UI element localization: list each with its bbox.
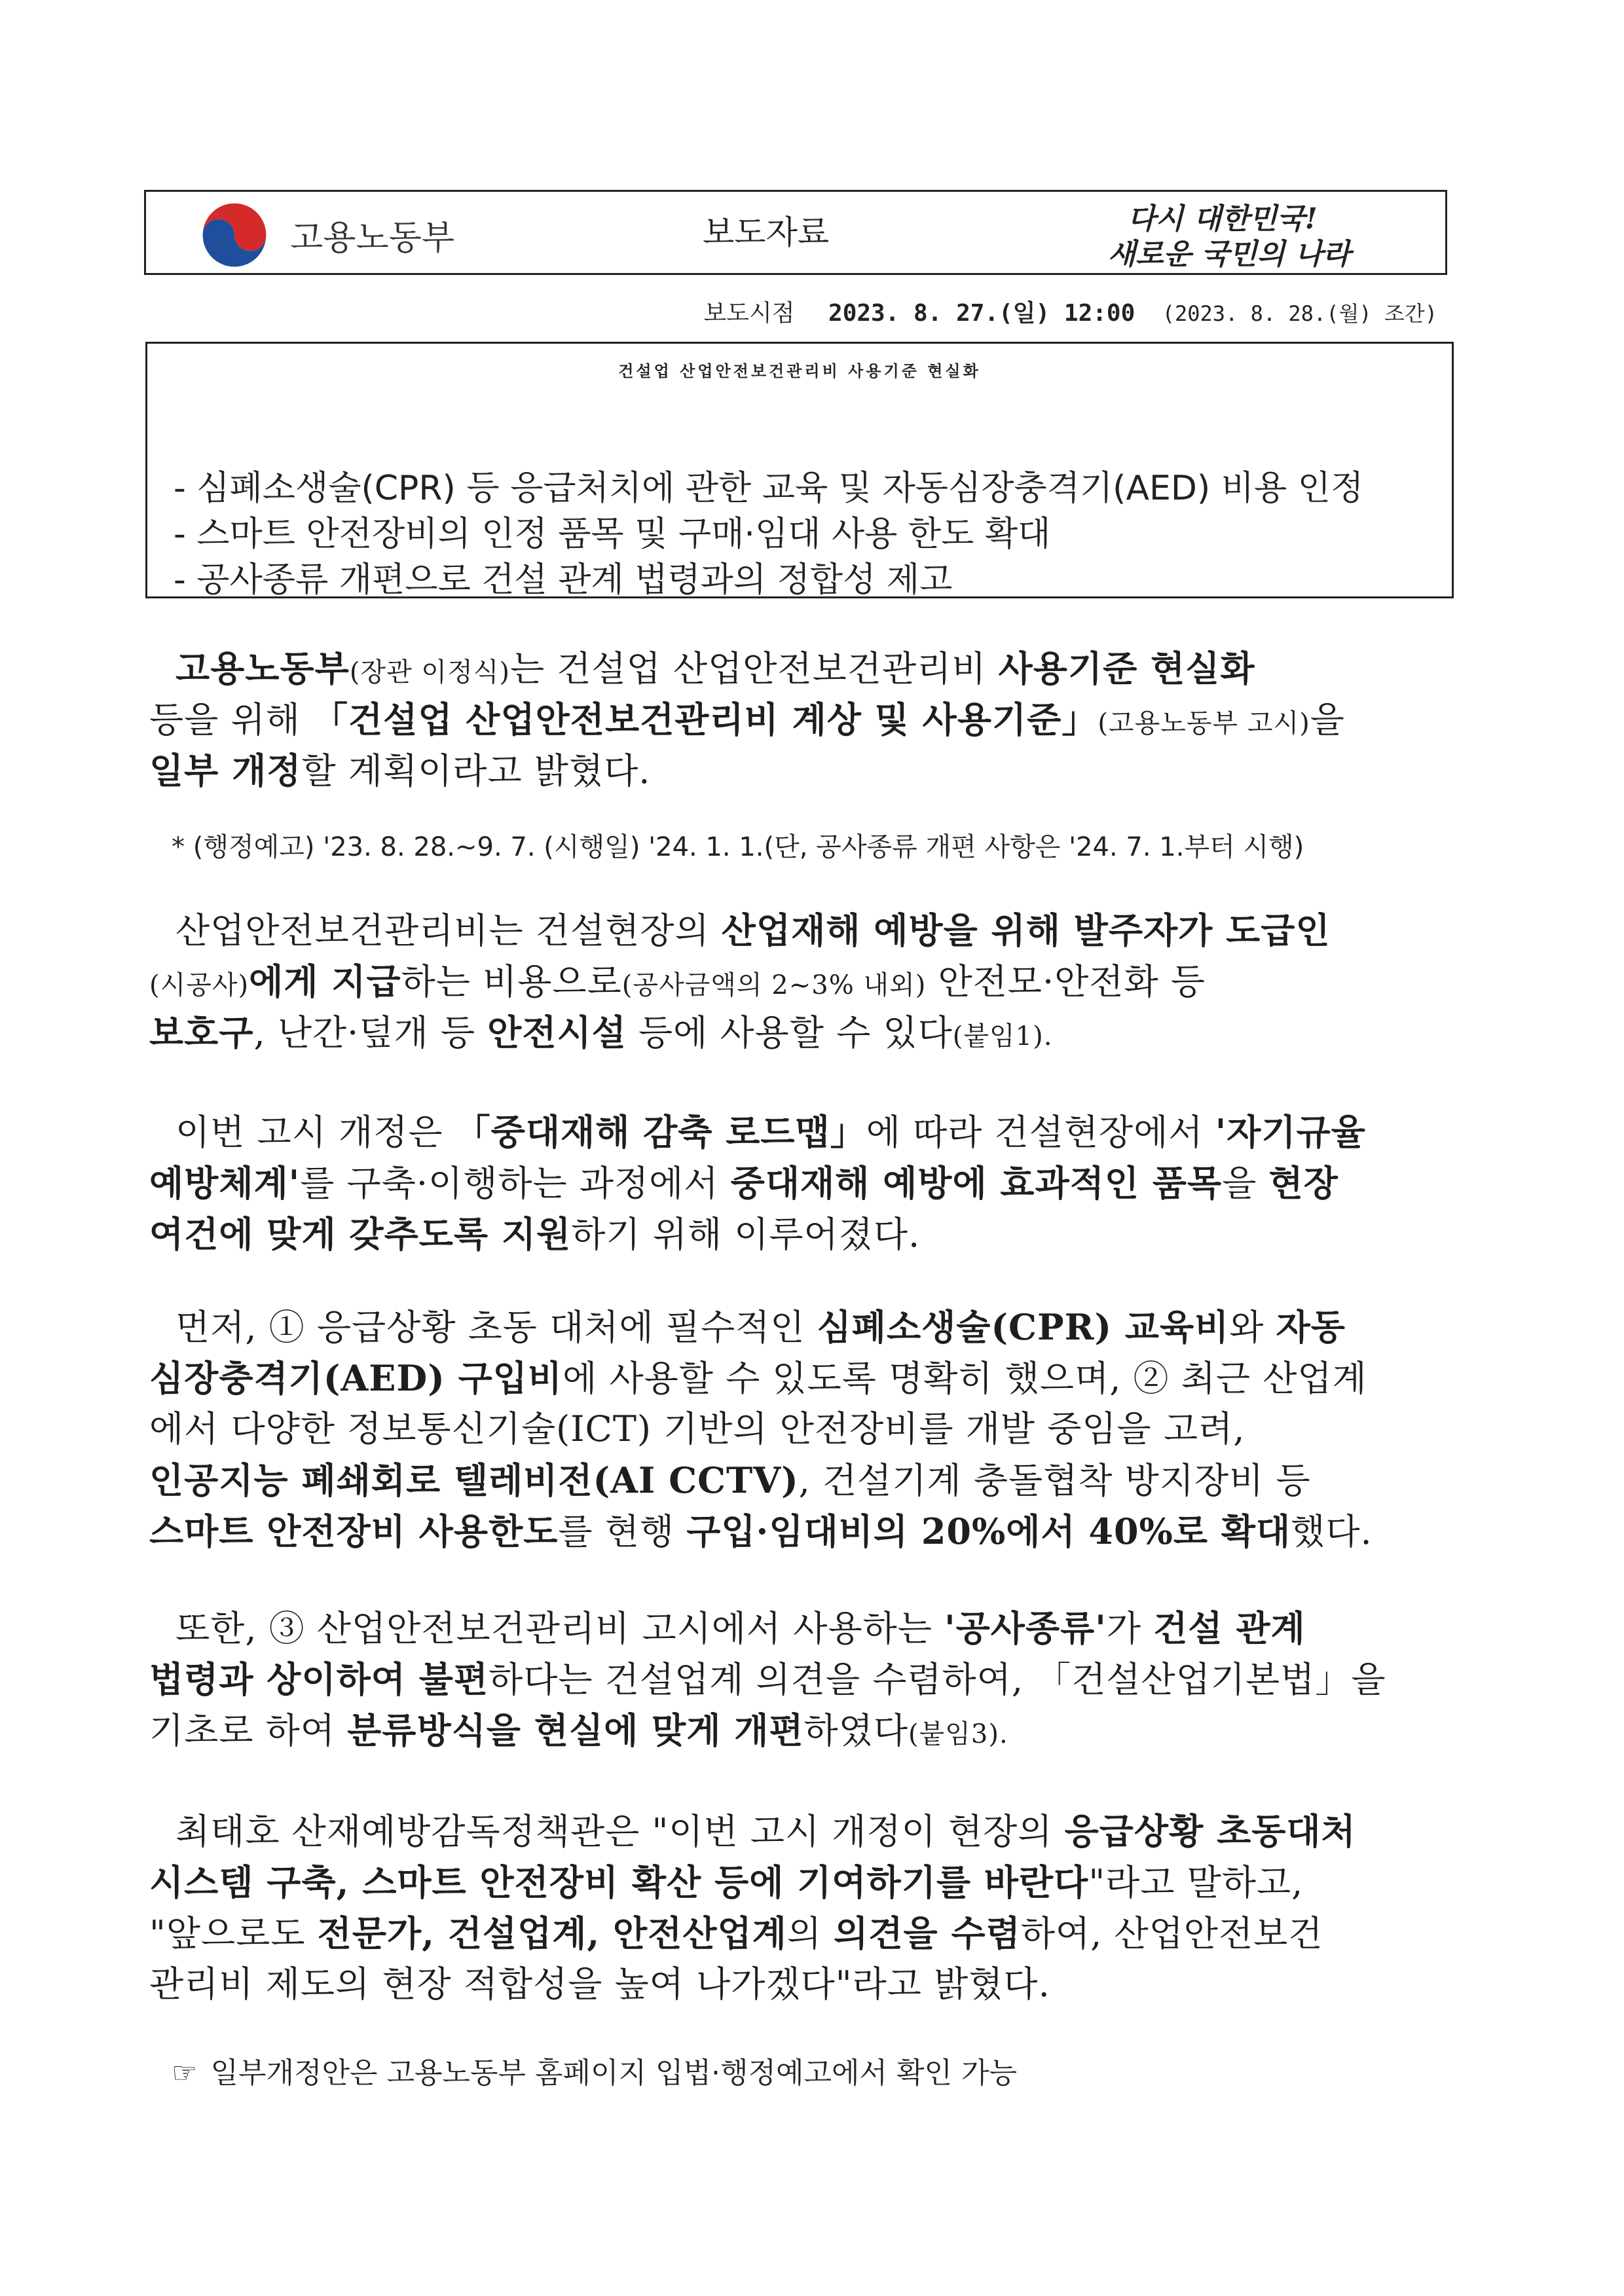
text-small: (붙임1). — [952, 1021, 1053, 1051]
text-bold: 인공지능 폐쇄회로 텔레비전(AI CCTV) — [149, 1459, 799, 1501]
text-bold: 예방체계' — [149, 1162, 301, 1204]
text: 에 사용할 수 있도록 명확히 했으며, ② 최근 산업계 — [563, 1358, 1367, 1399]
text: 기초로 하여 — [149, 1710, 348, 1751]
subtitle-1: - 심폐소생술(CPR) 등 응급처치에 관한 교육 및 자동심장충격기(AED) 비용 인정 — [174, 469, 1364, 508]
text-bold: 「중대재해 감축 로드맵」 — [454, 1111, 866, 1153]
text-bold: '공사종류' — [944, 1607, 1107, 1649]
text-small: (시공사) — [149, 970, 249, 1000]
text-bold: 안전시설 — [487, 1011, 627, 1053]
text: 의 — [786, 1913, 834, 1954]
headline-title: 건설업 산업안전보건관리비 사용기준 현실화 — [618, 362, 981, 380]
text-bold: 법령과 상이하여 불편 — [149, 1658, 489, 1700]
text: 안전모·안전화 등 — [926, 961, 1206, 1002]
text: 이번 고시 개정은 — [175, 1112, 455, 1153]
text-bold: 심장충격기(AED) 구입비 — [149, 1357, 563, 1399]
text: 할 계획이라고 밝혔다. — [301, 750, 651, 792]
text-bold: 에게 지급 — [249, 960, 401, 1002]
text: 는 건설업 산업안전보건관리비 — [509, 648, 999, 689]
paragraph-3 — [149, 1106, 1459, 1260]
text: 하여, 산업안전보건 — [1020, 1913, 1323, 1954]
text-bold: 사용기준 현실화 — [998, 647, 1255, 689]
slogan-handwriting — [1039, 196, 1406, 273]
press-release-header — [144, 190, 1447, 275]
text-bold: 구입·임대비의 20%에서 40%로 확대 — [686, 1510, 1291, 1552]
text-bold: '자기규율 — [1215, 1111, 1366, 1153]
text: 등에 사용할 수 있다 — [626, 1012, 953, 1053]
text: 관리비 제도의 현장 적합성을 높여 나가겠다"라고 밝혔다. — [149, 1963, 1050, 2005]
text-bold: 산업재해 예방을 위해 발주자가 도급인 — [721, 909, 1331, 951]
svg-text:다시 대한민국!: 다시 대한민국! — [1128, 202, 1318, 236]
text-bold: 응급상황 초동대처 — [1064, 1810, 1356, 1852]
text-bold: 시스템 구축, 스마트 안전장비 확산 등에 기여하기를 바란다 — [149, 1861, 1089, 1903]
text-bold: 심폐소생술(CPR) 교육비 — [817, 1306, 1230, 1348]
ministry-logo — [198, 204, 454, 266]
text-small: (붙임3). — [908, 1719, 1008, 1749]
text-bold: 분류방식을 현실에 맞게 개편 — [347, 1709, 804, 1751]
text: "라고 말하고, — [1088, 1862, 1304, 1903]
headline-box — [145, 342, 1454, 598]
release-time — [703, 295, 1437, 328]
paragraph-1 — [149, 643, 1459, 796]
subtitle-3: - 공사종류 개편으로 건설 관계 법령과의 정합성 제고 — [174, 560, 953, 600]
taegeuk-logo-icon — [198, 199, 270, 271]
text: 와 — [1229, 1307, 1276, 1348]
text: 하다는 건설업계 의견을 수렴하여, 「건설산업기본법」을 — [489, 1659, 1386, 1700]
release-time-date: 2023. 8. 27.(일) 12:00 — [828, 300, 1135, 327]
text-bold: 자동 — [1276, 1306, 1346, 1348]
text-bold: 고용노동부 — [175, 647, 350, 689]
text: 하기 위해 이루어졌다. — [571, 1214, 921, 1255]
paragraph-4 — [149, 1302, 1459, 1557]
text-bold: 전문가, 건설업계, 안전산업계 — [317, 1912, 787, 1954]
text-bold: 여건에 맞게 갖추도록 지원 — [149, 1213, 572, 1255]
pointer-note-text: 일부개정안은 고용노동부 홈페이지 입법·행정예고에서 확인 가능 — [210, 2056, 1017, 2090]
release-time-label: 보도시점 — [703, 300, 795, 327]
text: 에서 다양한 정보통신기술(ICT) 기반의 안전장비를 개발 중임을 고려, — [149, 1408, 1246, 1449]
text: "앞으로도 — [149, 1913, 318, 1954]
ministry-name: 고용노동부 — [290, 219, 455, 258]
text-bold: 스마트 안전장비 사용한도 — [149, 1510, 559, 1552]
subtitle-2: - 스마트 안전장비의 인정 품목 및 구매·임대 사용 한도 확대 — [174, 515, 1051, 554]
text: 를 구축·이행하는 과정에서 — [300, 1163, 731, 1204]
pointing-hand-icon: ☞ — [172, 2056, 198, 2090]
release-type-label: 보도자료 — [703, 213, 830, 251]
pointer-note — [172, 2049, 1017, 2091]
text: 하였다 — [803, 1710, 909, 1751]
svg-text:새로운 국민의 나라: 새로운 국민의 나라 — [1107, 238, 1351, 271]
release-time-paper: (2023. 8. 28.(월) 조간) — [1162, 301, 1437, 326]
text-bold: 보호구 — [149, 1011, 254, 1053]
text-bold: 「건설업 산업안전보건관리비 계상 및 사용기준」 — [312, 699, 1098, 740]
text: , 난간·덮개 등 — [253, 1012, 488, 1053]
text-bold: 일부 개정 — [149, 750, 302, 792]
text-bold: 중대재해 예방에 효과적인 품목 — [730, 1162, 1223, 1204]
text: 최태호 산재예방감독정책관은 "이번 고시 개정이 현장의 — [175, 1811, 1065, 1852]
text-small: (고용노동부 고시) — [1098, 708, 1310, 738]
text: 을 — [1310, 699, 1345, 740]
text-bold: 현장 — [1268, 1162, 1338, 1204]
text: 산업안전보건관리비는 건설현장의 — [175, 910, 722, 951]
paragraph-5 — [149, 1603, 1459, 1756]
text: 했다. — [1291, 1511, 1373, 1552]
text-bold: 의견을 수렴 — [834, 1912, 1021, 1954]
text-bold: 건설 관계 — [1153, 1607, 1306, 1649]
text: 등을 위해 — [149, 699, 312, 740]
paragraph-2 — [149, 905, 1459, 1058]
text: 하는 비용으로 — [401, 961, 622, 1002]
text: 가 — [1106, 1608, 1154, 1649]
text: 먼저, ① 응급상황 초동 대처에 필수적인 — [175, 1307, 817, 1348]
text: 을 — [1222, 1163, 1269, 1204]
text: 에 따라 건설현장에서 — [866, 1112, 1215, 1153]
text: 를 현행 — [558, 1511, 687, 1552]
text: , 건설기계 충돌협착 방지장비 등 — [798, 1460, 1311, 1501]
text-small: (장관 이정식) — [349, 657, 510, 687]
paragraph-6 — [149, 1806, 1459, 2010]
text-small: (공사금액의 2~3% 내외) — [621, 970, 927, 1000]
footnote-schedule: * (행정예고) '23. 8. 28.~9. 7. (시행일) '24. 1. 1.(단, 공사종류 개편 사항은 '24. 7. 1.부터 시행) — [172, 832, 1304, 862]
text: 또한, ③ 산업안전보건관리비 고시에서 사용하는 — [175, 1608, 945, 1649]
